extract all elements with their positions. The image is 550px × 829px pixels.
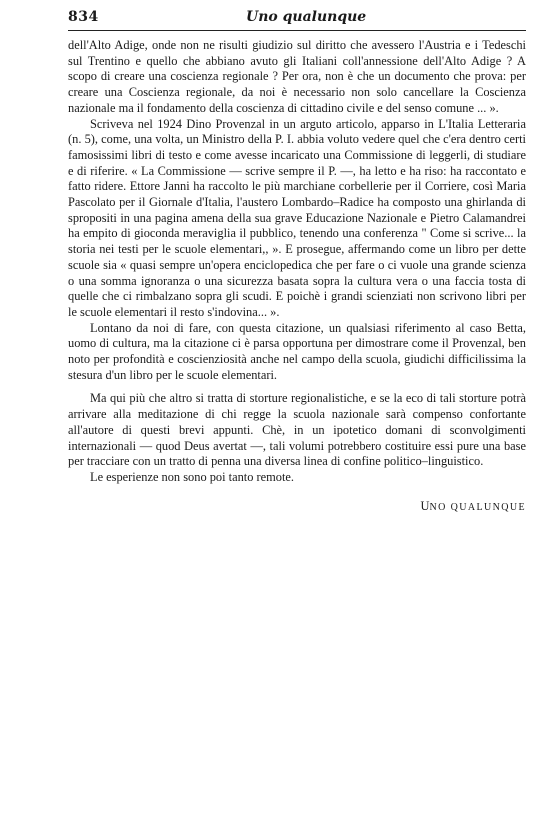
signature-rest: NO QUALUNQUE <box>429 501 526 513</box>
running-head <box>68 8 526 31</box>
paragraph-1: dell'Alto Adige, onde non ne risulti giudizio sul diritto che avessero l'Austria e i Tedeschi sul Trentino e quello che abbiano avuto gli Italiani coll'annessione dell'Alto Adige ? A scopo di creare una coscienza regionale ? Per ora, non è che un documento che prova: per creare una Coscienza regionale, da noi è necessario non solo cancellare la Coscienza nazionale ma il fondamento della coscienza di cittadino civile e del senso comune ... ». <box>68 38 526 115</box>
paragraph-5: Le esperienze non sono poi tanto remote. <box>90 469 295 484</box>
paragraph-3: Lontano da noi di fare, con questa citazione, un qualsiasi riferimento al caso Betta, uomo di cultura, ma la citazione ci è parsa opportuna per dimostrare come il Provenzal, ben noto per profondità e coscienziosità anche nel campo della scuola, giudichi difficilissima la stesura d'un libro per le scuole elementari. <box>68 320 526 382</box>
signature-initial: U <box>420 498 430 513</box>
body-text <box>68 38 526 486</box>
page-number: 834 <box>68 9 99 25</box>
running-title: Uno qualunque <box>246 9 367 25</box>
paragraph-4: Ma qui più che altro si tratta di storture regionalistiche, e se la eco di tali storture potrà arrivare alla meditazione di chi regge la scuola nazionale sarà compenso confortante all'autore di questi brevi appunti. Chè, in un ipotetico domani di sconvolgimenti internazionali — quod Deus avertat —, tali volumi potrebbero costituire essi pure una base per tracciare con un tratto di penna una diversa linea di confine politico–linguistico. <box>68 391 526 469</box>
author-signature <box>68 499 526 514</box>
paragraph-2: Scriveva nel 1924 Dino Provenzal in un arguto articolo, apparso in L'Italia Letteraria (n. 5), come, una volta, un Ministro della P. I. abbia voluto vedere quel che c'era dentro certi famosissimi libri di testo e come avesse incaricato una Commissione di leggerli, di studiare e di riferire. « La Commissione — scrive sempre il P. —, ha letto e ha riso: ha raccontato e fatto ridere. Ettore Janni ha raccolto le più marchiane corbellerie per il Corriere, così Maria Pascolato per il Giornale d'Italia, l'austero Lombardo–Radice ha composto una ghirlanda di spropositi in una pagina amena della sua grave Educazione Nazionale e Pietro Calamandrei ha empito di gioconda meraviglia il pubblico, tenendo una conferenza " Come si scrive... la storia nei testi per le scuole elementari,, ». E prosegue, affermando come un libro per dette scuole sia « quasi sempre un'opera enciclopedica che per fare o ci vuole una grande scienza o una somma ignoranza o una sicurezza basata sopra la cultura vera o una faccia tosta di quelle che ci rimbalzano sopra gli scudi. E poichè i grandi scienziati non scrivono libri per le scuole elementari il resto s'indovina... ». <box>68 116 526 319</box>
book-page <box>68 8 526 514</box>
